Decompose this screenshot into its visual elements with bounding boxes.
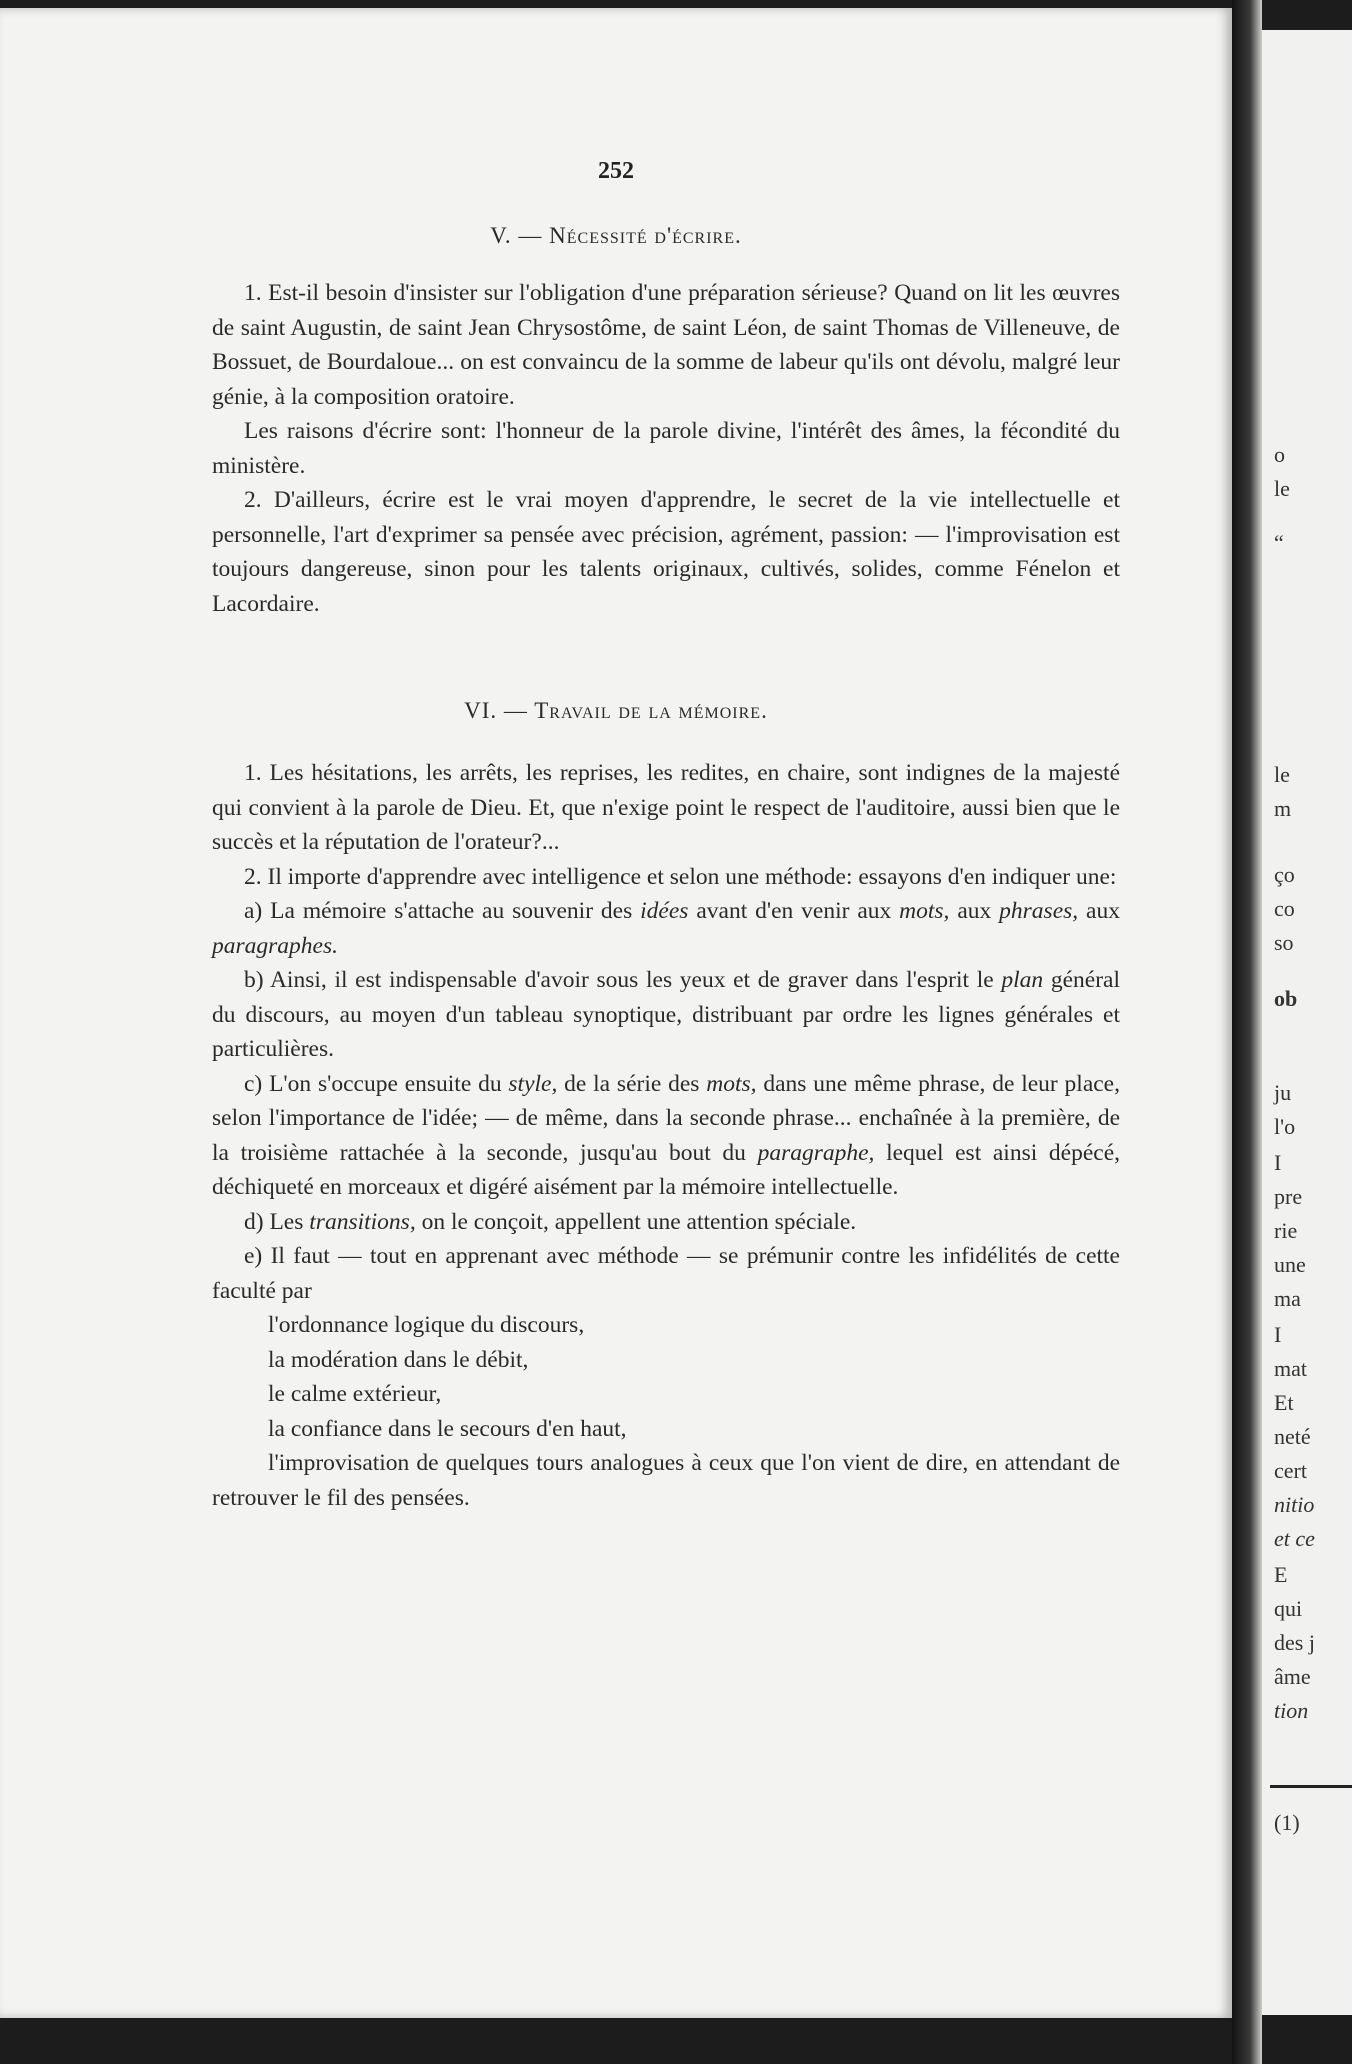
fragment: I — [1274, 1150, 1282, 1175]
item-a: a) La mémoire s'attache au souvenir des idées avant d'en venir aux mots, aux phrases, aux paragraphes. — [212, 898, 1120, 959]
fragment: mat — [1274, 1356, 1307, 1381]
fragment: E — [1274, 1562, 1288, 1587]
book-page — [0, 8, 1232, 2018]
item-b: b) Ainsi, il est indispensable d'avoir sous les yeux et de graver dans l'esprit le plan général du discours, au moyen d'un tableau synoptique, distribuant par ordre les lignes générales et particulières. — [212, 967, 1120, 1062]
fragment: neté — [1274, 1424, 1311, 1449]
fragment: nitio — [1274, 1492, 1315, 1517]
fragment: qui — [1274, 1596, 1303, 1621]
section-v-paragraph-1: 1. Est-il besoin d'insister sur l'obligation d'une préparation sérieuse? Quand on lit les œuvres de saint Augustin, de saint Jean Chrysostôme, de saint Léon, de saint Thomas de Villeneuve, de Bossuet, de Bourdaloue... on est convaincu de la somme de labeur qu'ils ont dévolu, malgré leur génie, à la composition oratoire. — [212, 280, 1120, 410]
list-item: la confiance dans le secours d'en haut, — [268, 1415, 627, 1442]
fragment: des j — [1274, 1630, 1315, 1655]
fragment: le — [1274, 476, 1290, 501]
book-gutter — [1232, 0, 1262, 2064]
fragment: ju — [1274, 1080, 1292, 1105]
fragment: pre — [1274, 1184, 1303, 1209]
fragment: m — [1274, 796, 1292, 821]
footnote-rule — [1270, 1785, 1352, 1788]
fragment: “ — [1274, 530, 1284, 555]
fragment: l'o — [1274, 1114, 1296, 1139]
section-vi-paragraph-2: 2. Il importe d'apprendre avec intelligence et selon une méthode: essayons d'en indiquer une: — [244, 863, 1117, 890]
fragment: et ce — [1274, 1526, 1315, 1551]
section-vi-title: VI. — Travail de la mémoire. — [464, 698, 768, 723]
page-number: 252 — [598, 158, 634, 184]
section-v-text — [212, 276, 1120, 621]
fragment: ço — [1274, 862, 1295, 887]
fragment: tion — [1274, 1698, 1309, 1723]
fragment: le — [1274, 762, 1290, 787]
fragment: ob — [1274, 986, 1298, 1011]
fragment: ma — [1274, 1286, 1301, 1311]
fragment: cert — [1274, 1458, 1307, 1483]
fragment: une — [1274, 1252, 1306, 1277]
fragment: so — [1274, 930, 1294, 955]
fragment: co — [1274, 896, 1295, 921]
section-v-paragraph-3: 2. D'ailleurs, écrire est le vrai moyen d'apprendre, le secret de la vie intellectuelle et personnelle, l'art d'exprimer sa pensée avec précision, agrément, passion: — l'improvisation est toujours dangereuse, sinon pour les talents originaux, cultivés, solides, comme Fénelon et Lacordaire. — [212, 487, 1120, 617]
item-d: d) Les transitions, on le conçoit, appellent une attention spéciale. — [244, 1208, 857, 1235]
closing-paragraph: l'improvisation de quelques tours analogues à ceux que l'on vient de dire, en attendant de retrouver le fil des pensées. — [212, 1450, 1120, 1511]
facing-page-edge — [1262, 30, 1352, 2015]
section-v-paragraph-2: Les raisons d'écrire sont: l'honneur de la parole divine, l'intérêt des âmes, la fécondité du ministère. — [212, 418, 1120, 479]
fragment: rie — [1274, 1218, 1298, 1243]
item-e: e) Il faut — tout en apprenant avec méthode — se prémunir contre les infidélités de cette faculté par — [212, 1243, 1120, 1304]
list-item: l'ordonnance logique du discours, — [268, 1312, 585, 1338]
fragment: (1) — [1274, 1810, 1300, 1835]
fragment: I — [1274, 1322, 1282, 1347]
fragment: Et — [1274, 1390, 1294, 1415]
fragment: âme — [1274, 1664, 1311, 1689]
list-item: le calme extérieur, — [268, 1381, 442, 1407]
fragment: o — [1274, 442, 1285, 467]
section-vi-paragraph-1: 1. Les hésitations, les arrêts, les reprises, les redites, en chaire, sont indignes de la majesté qui convient à la parole de Dieu. Et, que n'exige point le respect de l'auditoire, aussi bien que le succès et la réputation de l'orateur?... — [212, 760, 1120, 855]
item-c: c) L'on s'occupe ensuite du style, de la série des mots, dans une même phrase, de leur place, selon l'importance de l'idée; — de même, dans la seconde phrase... enchaînée à la première, de la troisième rattachée à la seconde, jusqu'au bout du paragraphe, lequel est ainsi dépécé, déchiqueté en morceaux et digéré aisément par la mémoire intellectuelle. — [212, 1070, 1120, 1200]
section-vi-text — [212, 756, 1120, 1515]
list-item: la modération dans le débit, — [268, 1346, 529, 1373]
section-v-title: V. — Nécessité d'écrire. — [490, 223, 742, 248]
